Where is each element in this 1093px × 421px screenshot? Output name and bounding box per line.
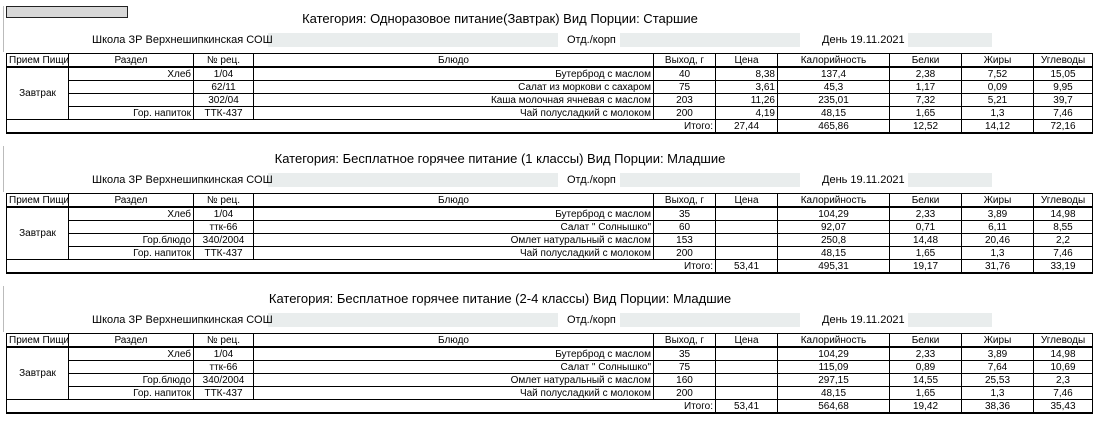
kcal-cell: 45,3 (778, 81, 890, 94)
column-header: Прием Пищи (7, 194, 69, 208)
report-block (0, 140, 1086, 280)
section-cell: Хлеб (69, 347, 194, 361)
school-fill (268, 313, 558, 327)
column-header: Цена (716, 194, 778, 208)
fat-cell: 7,52 (962, 67, 1034, 81)
day-label: День 19.11.2021 (822, 34, 905, 46)
carbs-cell: 39,7 (1034, 94, 1093, 107)
table-row (7, 361, 1093, 374)
fat-cell: 3,89 (962, 207, 1034, 221)
menu-table (6, 193, 1093, 274)
kcal-cell: 137,4 (778, 67, 890, 81)
total-kcal: 564,68 (778, 400, 890, 414)
recipe-cell: 340/2004 (194, 234, 254, 247)
price-cell: 8,38 (716, 67, 778, 81)
yield-cell: 75 (654, 81, 716, 94)
column-header: Раздел (69, 54, 194, 68)
kcal-cell: 297,15 (778, 374, 890, 387)
carbs-cell: 8,55 (1034, 221, 1093, 234)
price-cell (716, 221, 778, 234)
column-header: Цена (716, 54, 778, 68)
dish-cell: Салат " Солнышко" (254, 361, 654, 374)
fat-cell: 5,21 (962, 94, 1034, 107)
fat-cell: 1,3 (962, 107, 1034, 120)
table-header-row (7, 334, 1093, 348)
dept-label: Отд./корп (567, 174, 616, 186)
recipe-cell: ттк-66 (194, 221, 254, 234)
price-cell (716, 387, 778, 400)
total-row (7, 400, 1093, 414)
column-header: Углеводы (1034, 54, 1093, 68)
protein-cell: 1,65 (890, 387, 962, 400)
column-header: Белки (890, 334, 962, 348)
price-cell (716, 361, 778, 374)
carbs-cell: 7,46 (1034, 387, 1093, 400)
total-price: 53,41 (716, 260, 778, 274)
protein-cell: 0,89 (890, 361, 962, 374)
section-cell: Гор. напиток (69, 247, 194, 260)
price-cell (716, 247, 778, 260)
total-label: Итого: (7, 400, 716, 414)
kcal-cell: 48,15 (778, 387, 890, 400)
total-fat: 31,76 (962, 260, 1034, 274)
dept-label: Отд./корп (567, 314, 616, 326)
yield-cell: 200 (654, 107, 716, 120)
dish-cell: Омлет натуральный с маслом (254, 374, 654, 387)
column-header: Белки (890, 54, 962, 68)
price-cell: 11,26 (716, 94, 778, 107)
column-header: Прием Пищи (7, 54, 69, 68)
column-header: Калорийность (778, 54, 890, 68)
fat-cell: 1,3 (962, 387, 1034, 400)
table-row (7, 67, 1093, 81)
price-cell (716, 374, 778, 387)
dish-cell: Бутерброд с маслом (254, 207, 654, 221)
price-cell (716, 207, 778, 221)
dish-cell: Чай полусладкий с молоком (254, 387, 654, 400)
carbs-cell: 10,69 (1034, 361, 1093, 374)
column-header: Жиры (962, 194, 1034, 208)
total-protein: 12,52 (890, 120, 962, 134)
yield-cell: 75 (654, 361, 716, 374)
kcal-cell: 235,01 (778, 94, 890, 107)
price-cell: 3,61 (716, 81, 778, 94)
section-cell: Гор.блюдо (69, 234, 194, 247)
protein-cell: 0,71 (890, 221, 962, 234)
protein-cell: 2,33 (890, 347, 962, 361)
total-protein: 19,17 (890, 260, 962, 274)
yield-cell: 35 (654, 207, 716, 221)
yield-cell: 60 (654, 221, 716, 234)
column-header: Раздел (69, 334, 194, 348)
report-block (0, 0, 1086, 140)
dish-cell: Салат " Солнышко" (254, 221, 654, 234)
column-header: Белки (890, 194, 962, 208)
dish-cell: Бутерброд с маслом (254, 347, 654, 361)
school-fill (268, 33, 558, 47)
table-header-row (7, 194, 1093, 208)
dish-cell: Чай полусладкий с молоком (254, 247, 654, 260)
yield-cell: 35 (654, 347, 716, 361)
dish-cell: Бутерброд с маслом (254, 67, 654, 81)
yield-cell: 40 (654, 67, 716, 81)
total-fat: 38,36 (962, 400, 1034, 414)
total-protein: 19,42 (890, 400, 962, 414)
table-row (7, 347, 1093, 361)
report-block (0, 280, 1086, 420)
dish-cell: Чай полусладкий с молоком (254, 107, 654, 120)
fat-cell: 20,46 (962, 234, 1034, 247)
column-header: Блюдо (254, 54, 654, 68)
total-row (7, 120, 1093, 134)
section-cell (69, 221, 194, 234)
school-name: Школа ЗР Верхнешипкинская СОШ (92, 314, 273, 326)
total-label: Итого: (7, 120, 716, 134)
table-row (7, 221, 1093, 234)
column-header: Жиры (962, 54, 1034, 68)
total-kcal: 465,86 (778, 120, 890, 134)
column-header: № рец. (194, 334, 254, 348)
table-row (7, 387, 1093, 400)
column-header: Прием Пищи (7, 334, 69, 348)
column-header: Калорийность (778, 334, 890, 348)
section-cell: Гор. напиток (69, 107, 194, 120)
section-cell (69, 81, 194, 94)
protein-cell: 1,65 (890, 107, 962, 120)
dish-cell: Омлет натуральный с маслом (254, 234, 654, 247)
total-carbs: 33,19 (1034, 260, 1093, 274)
recipe-cell: ТТК-437 (194, 107, 254, 120)
menu-table (6, 333, 1093, 414)
table-row (7, 107, 1093, 120)
section-cell: Гор. напиток (69, 387, 194, 400)
school-fill (268, 173, 558, 187)
kcal-cell: 48,15 (778, 247, 890, 260)
table-header-row (7, 54, 1093, 68)
table-row (7, 247, 1093, 260)
recipe-cell: 1/04 (194, 207, 254, 221)
school-name: Школа ЗР Верхнешипкинская СОШ (92, 174, 273, 186)
section-cell (69, 94, 194, 107)
day-fill (908, 33, 992, 47)
recipe-cell: ттк-66 (194, 361, 254, 374)
carbs-cell: 9,95 (1034, 81, 1093, 94)
category-title: Категория: Одноразовое питание(Завтрак) Вид Порции: Старшие (302, 11, 698, 26)
column-header: Блюдо (254, 194, 654, 208)
protein-cell: 14,48 (890, 234, 962, 247)
total-carbs: 35,43 (1034, 400, 1093, 414)
carbs-cell: 2,2 (1034, 234, 1093, 247)
category-title: Категория: Бесплатное горячее питание (1 классы) Вид Порции: Младшие (274, 151, 726, 166)
fat-cell: 3,89 (962, 347, 1034, 361)
section-cell: Гор.блюдо (69, 374, 194, 387)
carbs-cell: 15,05 (1034, 67, 1093, 81)
table-row (7, 94, 1093, 107)
fat-cell: 1,3 (962, 247, 1034, 260)
column-header: Калорийность (778, 194, 890, 208)
carbs-cell: 14,98 (1034, 347, 1093, 361)
fat-cell: 6,11 (962, 221, 1034, 234)
protein-cell: 2,38 (890, 67, 962, 81)
column-header: Блюдо (254, 334, 654, 348)
kcal-cell: 250,8 (778, 234, 890, 247)
day-fill (908, 173, 992, 187)
kcal-cell: 104,29 (778, 207, 890, 221)
day-fill (908, 313, 992, 327)
recipe-cell: ТТК-437 (194, 387, 254, 400)
table-row (7, 81, 1093, 94)
school-name: Школа ЗР Верхнешипкинская СОШ (92, 34, 273, 46)
dept-fill (620, 313, 800, 327)
column-header: Выход, г (654, 334, 716, 348)
carbs-cell: 14,98 (1034, 207, 1093, 221)
recipe-cell: ТТК-437 (194, 247, 254, 260)
yield-cell: 160 (654, 374, 716, 387)
protein-cell: 1,65 (890, 247, 962, 260)
fat-cell: 0,09 (962, 81, 1034, 94)
column-header: Углеводы (1034, 334, 1093, 348)
column-header: Выход, г (654, 54, 716, 68)
table-row (7, 374, 1093, 387)
column-header: № рец. (194, 194, 254, 208)
recipe-cell: 62/11 (194, 81, 254, 94)
carbs-cell: 7,46 (1034, 107, 1093, 120)
dept-fill (620, 33, 800, 47)
section-cell (69, 361, 194, 374)
yield-cell: 153 (654, 234, 716, 247)
column-header: Жиры (962, 334, 1034, 348)
total-carbs: 72,16 (1034, 120, 1093, 134)
column-header: Выход, г (654, 194, 716, 208)
yield-cell: 200 (654, 247, 716, 260)
kcal-cell: 104,29 (778, 347, 890, 361)
protein-cell: 14,55 (890, 374, 962, 387)
dish-cell: Салат из моркови с сахаром (254, 81, 654, 94)
total-kcal: 495,31 (778, 260, 890, 274)
section-cell: Хлеб (69, 67, 194, 81)
day-label: День 19.11.2021 (822, 174, 905, 186)
recipe-cell: 1/04 (194, 347, 254, 361)
carbs-cell: 7,46 (1034, 247, 1093, 260)
recipe-cell: 1/04 (194, 67, 254, 81)
recipe-cell: 340/2004 (194, 374, 254, 387)
protein-cell: 2,33 (890, 207, 962, 221)
kcal-cell: 115,09 (778, 361, 890, 374)
protein-cell: 1,17 (890, 81, 962, 94)
total-fat: 14,12 (962, 120, 1034, 134)
column-header: Углеводы (1034, 194, 1093, 208)
meal-cell: Завтрак (7, 67, 69, 120)
kcal-cell: 48,15 (778, 107, 890, 120)
dept-label: Отд./корп (567, 34, 616, 46)
price-cell (716, 234, 778, 247)
dish-cell: Каша молочная ячневая с маслом (254, 94, 654, 107)
meal-cell: Завтрак (7, 207, 69, 260)
day-label: День 19.11.2021 (822, 314, 905, 326)
total-row (7, 260, 1093, 274)
yield-cell: 200 (654, 387, 716, 400)
dept-fill (620, 173, 800, 187)
yield-cell: 203 (654, 94, 716, 107)
table-row (7, 207, 1093, 221)
price-cell: 4,19 (716, 107, 778, 120)
meal-cell: Завтрак (7, 347, 69, 400)
table-row (7, 234, 1093, 247)
fat-cell: 25,53 (962, 374, 1034, 387)
recipe-cell: 302/04 (194, 94, 254, 107)
fat-cell: 7,64 (962, 361, 1034, 374)
kcal-cell: 92,07 (778, 221, 890, 234)
column-header: Раздел (69, 194, 194, 208)
menu-table (6, 53, 1093, 134)
total-price: 27,44 (716, 120, 778, 134)
protein-cell: 7,32 (890, 94, 962, 107)
total-label: Итого: (7, 260, 716, 274)
carbs-cell: 2,3 (1034, 374, 1093, 387)
price-cell (716, 347, 778, 361)
category-title: Категория: Бесплатное горячее питание (2-4 классы) Вид Порции: Младшие (268, 291, 732, 306)
column-header: № рец. (194, 54, 254, 68)
column-header: Цена (716, 334, 778, 348)
section-cell: Хлеб (69, 207, 194, 221)
total-price: 53,41 (716, 400, 778, 414)
